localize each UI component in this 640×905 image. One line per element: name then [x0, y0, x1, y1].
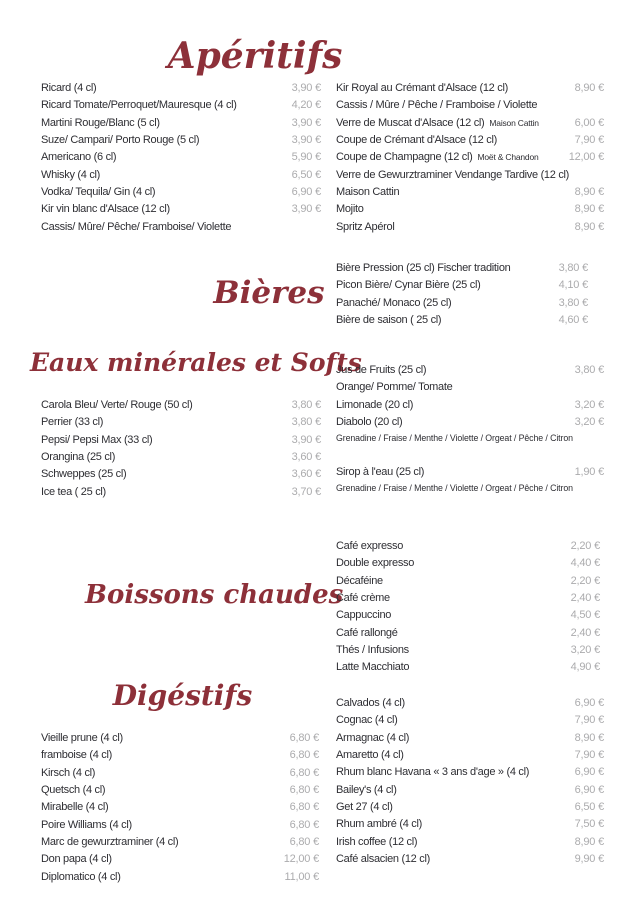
item-name: Thés / Infusions: [336, 643, 409, 656]
menu-item-row: [336, 801, 604, 818]
item-price: 6,80 €: [289, 749, 319, 762]
menu-item-row: [336, 732, 604, 749]
item-price: 12,00 €: [283, 853, 319, 866]
item-price: 2,40 €: [570, 591, 600, 604]
item-price: 3,80 €: [291, 416, 321, 429]
item-price: 3,20 €: [574, 398, 604, 411]
item-name: Carola Bleu/ Verte/ Rouge (50 cl): [41, 399, 193, 411]
item-price: 4,60 €: [558, 313, 588, 326]
menu-item-row: [41, 434, 321, 451]
item-name: Limonade (20 cl): [336, 398, 414, 411]
item-name: Ice tea ( 25 cl): [41, 485, 106, 498]
item-price: 3,90 €: [291, 116, 321, 129]
item-price: 6,50 €: [291, 168, 321, 181]
item-name: Armagnac (4 cl): [336, 731, 410, 744]
menu-item-row: [336, 134, 604, 151]
item-price: 7,50 €: [574, 818, 604, 831]
item-name: Coupe de Champagne (12 cl): [336, 151, 473, 164]
item-name: Martini Rouge/Blanc (5 cl): [41, 116, 160, 129]
item-name: Grenadine / Fraise / Menthe / Violette / Orgeat / Pêche / Citron: [336, 483, 573, 494]
item-price: 6,80 €: [289, 766, 319, 779]
item-price: 3,60 €: [291, 450, 321, 463]
item-name: Quetsch (4 cl): [41, 783, 106, 796]
item-name: Café expresso: [336, 540, 404, 552]
item-price: 3,90 €: [291, 82, 321, 94]
menu-item-row: [336, 381, 604, 398]
eaux-left-column: [41, 399, 321, 503]
menu-item-row: [336, 714, 604, 731]
menu-item-row: [336, 203, 604, 220]
menu-item-row: [336, 697, 604, 714]
item-price: 1,90 €: [574, 466, 604, 478]
item-name: Calvados (4 cl): [336, 697, 405, 709]
item-name: Bailey's (4 cl): [336, 783, 397, 796]
item-price: 4,40 €: [570, 557, 600, 570]
item-name: Irish coffee (12 cl): [336, 835, 418, 848]
item-price: 6,50 €: [574, 800, 604, 813]
item-price: 3,20 €: [570, 643, 600, 656]
item-name: Sirop à l'eau (25 cl): [336, 466, 425, 478]
item-name: Ricard (4 cl): [41, 82, 97, 94]
menu-item-row: [41, 169, 321, 186]
item-name: Mirabelle (4 cl): [41, 801, 109, 814]
item-name: Coupe de Crémant d'Alsace (12 cl): [336, 133, 497, 146]
item-price: 2,20 €: [570, 540, 600, 552]
item-name: Rhum blanc Havana « 3 ans d'age » (4 cl): [336, 766, 530, 779]
menu-item-row: [336, 557, 600, 574]
item-name: Orange/ Pomme/ Tomate: [336, 381, 453, 394]
item-price: 7,90 €: [574, 714, 604, 727]
item-name: Verre de Gewurztraminer Vendange Tardive (12 cl): [336, 168, 570, 181]
item-name: Poire Williams (4 cl): [41, 818, 132, 831]
bieres-column: [336, 262, 588, 331]
item-name: Vieille prune (4 cl): [41, 732, 123, 744]
item-name: Jus de Fruits (25 cl): [336, 364, 427, 376]
menu-item-row: [336, 784, 604, 801]
item-price: 3,80 €: [558, 296, 588, 309]
item-price: 8,90 €: [574, 835, 604, 848]
menu-item-row: [336, 466, 604, 483]
menu-item-row: [41, 134, 321, 151]
menu-item-row: [41, 749, 319, 766]
menu-item-row: [336, 749, 604, 766]
item-name: Panaché/ Monaco (25 cl): [336, 296, 452, 309]
item-name: Kir Royal au Crémant d'Alsace (12 cl): [336, 82, 508, 94]
item-name: Get 27 (4 cl): [336, 800, 393, 813]
item-name: Vodka/ Tequila/ Gin (4 cl): [41, 185, 156, 198]
item-note: Moët & Chandon: [477, 152, 539, 163]
menu-item-row: [41, 399, 321, 416]
section-heading-bieres: Bières: [213, 275, 325, 311]
item-price: 6,80 €: [289, 732, 319, 744]
menu-item-row: [41, 203, 321, 220]
item-price: 12,00 €: [568, 151, 604, 164]
menu-item-row: [41, 416, 321, 433]
item-name: Cassis / Mûre / Pêche / Framboise / Violette: [336, 99, 538, 112]
menu-item-row: [336, 82, 604, 99]
item-name: Americano (6 cl): [41, 151, 117, 164]
item-price: 3,80 €: [291, 399, 321, 411]
item-name: Perrier (33 cl): [41, 416, 104, 429]
menu-item-row: [336, 117, 604, 134]
item-name: Amaretto (4 cl): [336, 748, 404, 761]
item-price: 2,20 €: [570, 574, 600, 587]
item-price: 6,80 €: [289, 801, 319, 814]
menu-item-row: [41, 853, 319, 870]
menu-item-row: [41, 801, 319, 818]
item-price: 8,90 €: [574, 82, 604, 94]
item-price: 8,90 €: [574, 203, 604, 216]
item-name: Suze/ Campari/ Porto Rouge (5 cl): [41, 133, 200, 146]
menu-item-row: [41, 836, 319, 853]
digestifs-right-column: [336, 697, 604, 870]
item-name: Pepsi/ Pepsi Max (33 cl): [41, 433, 153, 446]
item-price: 6,90 €: [291, 185, 321, 198]
item-price: 6,00 €: [574, 116, 604, 129]
menu-item-row: [336, 575, 600, 592]
menu-item-row: [41, 151, 321, 168]
item-name: Whisky (4 cl): [41, 168, 101, 181]
menu-item-row: [336, 279, 588, 296]
menu-item-row: [336, 818, 604, 835]
menu-item-row: [336, 766, 604, 783]
item-price: 6,80 €: [289, 835, 319, 848]
menu-item-row: [41, 784, 319, 801]
item-name: Don papa (4 cl): [41, 853, 112, 866]
item-price: 6,90 €: [574, 783, 604, 796]
menu-item-row: [336, 169, 604, 186]
item-price: 3,20 €: [574, 415, 604, 428]
item-name: Rhum ambré (4 cl): [336, 818, 422, 831]
item-name: Ricard Tomate/Perroquet/Mauresque (4 cl): [41, 99, 237, 112]
section-heading-boissons-chaudes: Boissons chaudes: [85, 580, 344, 610]
menu-item-row: [336, 314, 588, 331]
aperitifs-left-column: [41, 82, 321, 238]
item-name: Décaféine: [336, 574, 383, 587]
item-name: Café crème: [336, 591, 390, 604]
menu-item-row: [336, 99, 604, 116]
item-name: Diabolo (20 cl): [336, 415, 403, 428]
item-price: 3,60 €: [291, 468, 321, 481]
item-price: 7,90 €: [574, 748, 604, 761]
menu-item-row: [336, 592, 600, 609]
item-price: 6,90 €: [574, 766, 604, 779]
menu-item-row: [336, 416, 604, 433]
item-name: Schweppes (25 cl): [41, 468, 127, 481]
item-price: 3,90 €: [291, 203, 321, 216]
item-price: 6,90 €: [574, 697, 604, 709]
item-name: framboise (4 cl): [41, 749, 112, 762]
item-name: Maison Cattin: [336, 185, 400, 198]
menu-item-row: [336, 297, 588, 314]
menu-item-row: [336, 186, 604, 203]
item-name: Double expresso: [336, 557, 415, 570]
menu-item-row: [336, 644, 600, 661]
menu-item-row: [41, 819, 319, 836]
item-price: 4,90 €: [570, 661, 600, 674]
item-name: Café alsacien (12 cl): [336, 852, 430, 865]
menu-item-row: [336, 262, 588, 279]
menu-item-row: [336, 483, 604, 500]
item-name: Marc de gewurztraminer (4 cl): [41, 835, 179, 848]
item-price: 2,40 €: [570, 626, 600, 639]
menu-item-row: [41, 486, 321, 503]
menu-item-row: [41, 82, 321, 99]
item-price: 4,50 €: [570, 609, 600, 622]
menu-item-row: [336, 221, 604, 238]
item-name: Orangina (25 cl): [41, 450, 116, 463]
section-heading-digestifs: Digéstifs: [112, 679, 253, 712]
aperitifs-right-column: [336, 82, 604, 238]
item-price: 9,90 €: [574, 852, 604, 865]
item-name: Diplomatico (4 cl): [41, 870, 121, 883]
item-name: Cassis/ Mûre/ Pêche/ Framboise/ Violette: [41, 220, 232, 233]
item-name: Latte Macchiato: [336, 661, 410, 674]
menu-item-row: [41, 221, 321, 238]
item-name: Cappuccino: [336, 609, 392, 622]
item-price: 6,80 €: [289, 818, 319, 831]
item-price: 8,90 €: [574, 220, 604, 233]
item-name: Bière de saison ( 25 cl): [336, 313, 442, 326]
menu-item-row: [336, 853, 604, 870]
menu-item-row: [41, 468, 321, 485]
item-name: Picon Bière/ Cynar Bière (25 cl): [336, 279, 481, 292]
item-price: 3,90 €: [291, 433, 321, 446]
boissons-chaudes-column: [336, 540, 600, 679]
item-name: Cognac (4 cl): [336, 714, 398, 727]
item-price: 4,10 €: [558, 279, 588, 292]
section-heading-eaux-minerales: Eaux minérales et Softs: [30, 348, 362, 377]
item-price: 8,90 €: [574, 185, 604, 198]
item-price: 6,80 €: [289, 783, 319, 796]
section-heading-aperitifs: Apéritifs: [167, 35, 343, 77]
item-price: 3,80 €: [558, 262, 588, 274]
item-name: Grenadine / Fraise / Menthe / Violette / Orgeat / Pêche / Citron: [336, 433, 573, 444]
item-name: Kirsch (4 cl): [41, 766, 96, 779]
item-price: 4,20 €: [291, 99, 321, 112]
menu-item-row: [336, 609, 600, 626]
item-name: Verre de Muscat d'Alsace (12 cl): [336, 116, 485, 129]
item-price: 11,00 €: [284, 870, 319, 883]
item-price: 3,70 €: [291, 485, 321, 498]
item-name: Bière Pression (25 cl) Fischer tradition: [336, 262, 511, 274]
item-name: Kir vin blanc d'Alsace (12 cl): [41, 203, 170, 216]
menu-item-row: [41, 871, 319, 888]
menu-item-row: [336, 540, 600, 557]
menu-item-row: [41, 186, 321, 203]
menu-item-row: [336, 364, 604, 381]
item-price: 5,90 €: [291, 151, 321, 164]
item-price: 3,90 €: [291, 133, 321, 146]
menu-item-row: [41, 99, 321, 116]
menu-item-row: [336, 433, 604, 450]
menu-item-row: [41, 767, 319, 784]
digestifs-left-column: [41, 732, 319, 888]
item-price: 3,80 €: [574, 364, 604, 376]
menu-item-row: [336, 627, 600, 644]
menu-item-row: [41, 732, 319, 749]
menu-item-row: [336, 661, 600, 678]
menu-item-row: [41, 117, 321, 134]
item-name: Mojito: [336, 203, 364, 216]
eaux-right-column-sirops: [336, 466, 604, 501]
item-name: Spritz Apérol: [336, 220, 395, 233]
item-note: Maison Cattin: [489, 117, 539, 128]
item-price: 8,90 €: [574, 731, 604, 744]
menu-item-row: [336, 151, 604, 168]
item-name: Café rallongé: [336, 626, 398, 639]
menu-item-row: [336, 399, 604, 416]
eaux-right-column: [336, 364, 604, 451]
item-price: 7,90 €: [574, 133, 604, 146]
menu-item-row: [336, 836, 604, 853]
menu-item-row: [41, 451, 321, 468]
